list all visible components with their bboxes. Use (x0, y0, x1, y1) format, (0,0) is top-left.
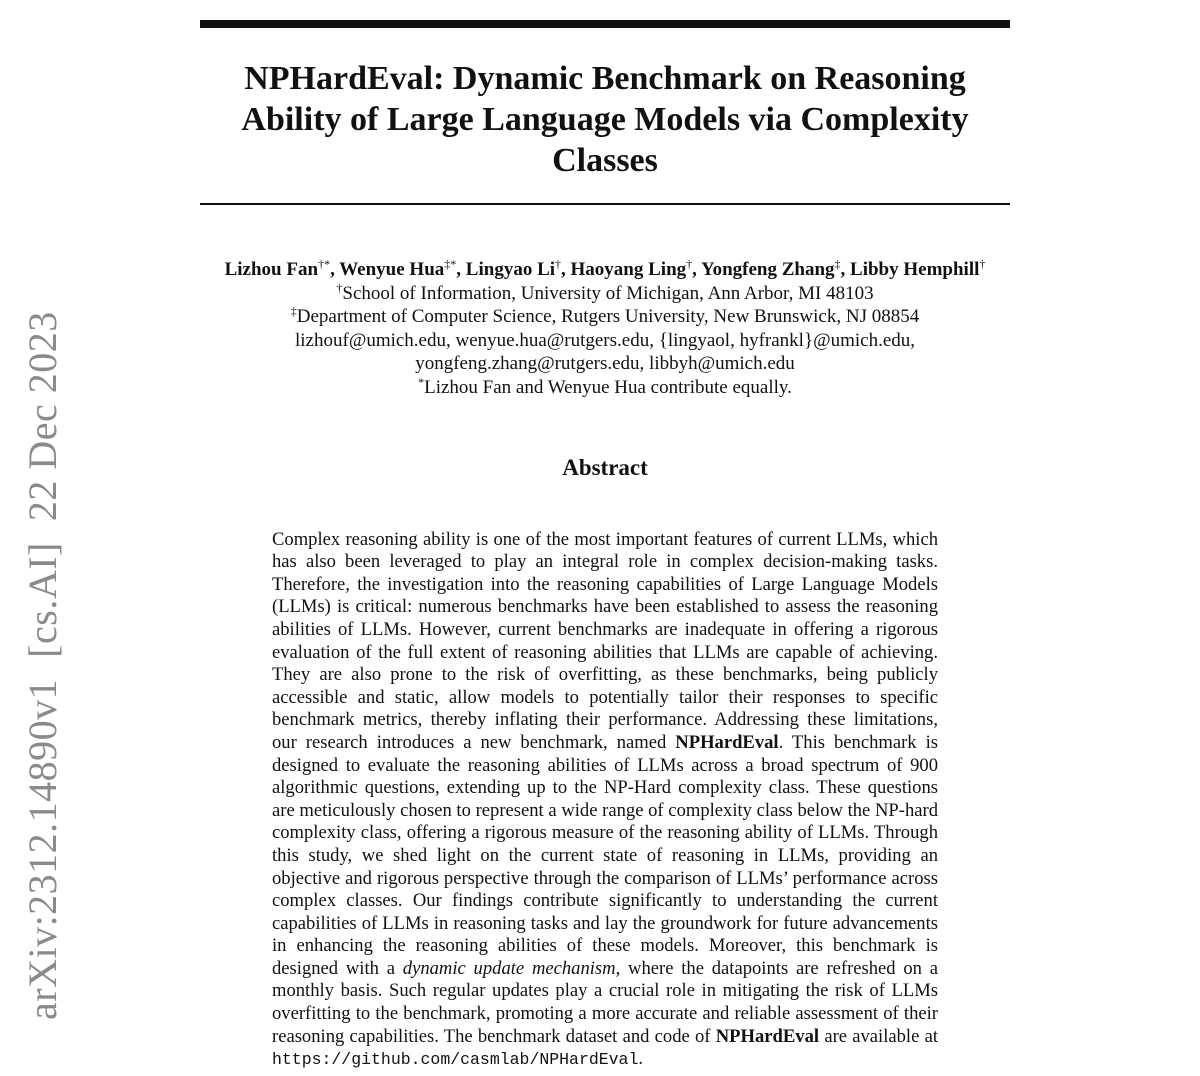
author-name: Haoyang Ling (570, 259, 687, 280)
affiliation-mark: † (336, 280, 343, 295)
author-marks: † (686, 257, 693, 271)
abstract-emphasis: dynamic update mechanism (402, 957, 616, 979)
author-name: Yongfeng Zhang (700, 259, 835, 280)
affiliation-rutgers (150, 305, 1060, 329)
author-marks: †* (318, 257, 331, 271)
author-name: Wenyue Hua (339, 259, 445, 280)
author-marks: † (979, 257, 986, 271)
title-top-rule (200, 20, 1010, 28)
benchmark-name: NPHardEval (675, 731, 779, 753)
abstract-text: are available at (824, 1025, 939, 1047)
affiliation-text: School of Information, University of Michigan, Ann Arbor, MI 48103 (342, 282, 874, 304)
equal-contribution-note (150, 376, 1060, 400)
equal-contribution-text: Lizhou Fan and Wenyue Hua contribute equally. (424, 376, 792, 398)
author-marks: † (555, 257, 562, 271)
abstract-text: . (638, 1048, 644, 1070)
author-name: Libby Hemphill (850, 259, 980, 280)
affiliation-michigan (150, 282, 1060, 306)
email-line: lizhouf@umich.edu, wenyue.hua@rutgers.edu, {lingyaol, hyfrankl}@umich.edu, (295, 329, 915, 351)
paper-title: NPHardEval: Dynamic Benchmark on Reasoning Ability of Large Language Models via Complexity Classes (241, 60, 969, 179)
arxiv-identifier-stamp: arXiv:2312.14890v1 [cs.AI] 22 Dec 2023 (20, 311, 65, 1020)
abstract-text: , where the datapoints are refreshed on a monthly basis. Such regular updates play a crucial role in mitigating the risk of LLMs overfitting to the benchmark, promoting a more accurate and reliable assessment of their reasoning capabilities. The benchmark dataset and code of (272, 957, 939, 1047)
title-bottom-rule (200, 203, 1010, 205)
github-repo-link[interactable]: https://github.com/casmlab/NPHardEval (272, 1050, 639, 1070)
author-name: Lizhou Fan (224, 259, 319, 280)
affiliation-text: Department of Computer Science, Rutgers University, New Brunswick, NJ 08854 (296, 306, 920, 327)
author-list: Lizhou Fan†*, Wenyue Hua‡*, Lingyao Li†, Haoyang Ling†, Yongfeng Zhang‡, Libby Hemphill† (224, 257, 986, 280)
benchmark-name: NPHardEval (715, 1025, 820, 1047)
email-line: yongfeng.zhang@rutgers.edu, libbyh@umich.edu (415, 353, 795, 374)
abstract-text: . This benchmark is designed to evaluate the reasoning abilities of LLMs across a broad spectrum of 900 algorithmic questions, extending up to the NP-Hard complexity class. These questions are meticulously chosen to represent a wide range of complexity class below the NP-hard complexity class, offering a rigorous measure of the reasoning ability of LLMs. Through this study, we shed light on the current state of reasoning in LLMs, providing an objective and rigorous perspective through the comparison of LLMs’ performance across complex classes. Our findings contribute significantly to understanding the current capabilities of LLMs in reasoning tasks and lay the groundwork for future advancements in enhancing the reasoning abilities of these models. Moreover, this benchmark is designed with a (272, 731, 938, 979)
author-name: Lingyao Li (465, 259, 556, 280)
abstract-text: Complex reasoning ability is one of the most important features of current LLMs, which has also been leveraged to play an integral role in complex decision-making tasks. Therefore, the investigation into the reasoning capabilities of Large Language Models (LLMs) is critical: numerous benchmarks have been established to assess the reasoning abilities of LLMs. However, current benchmarks are inadequate in offering a rigorous evaluation of the full extent of reasoning abilities that LLMs are capable of achieving. They are also prone to the risk of overfitting, as these benchmarks, being publicly accessible and static, allow models to potentially tailor their responses to specific benchmark metrics, thereby inflating their performance. Addressing these limitations, our research introduces a new benchmark, named (272, 528, 938, 753)
author-block (150, 258, 1060, 399)
abstract-body (272, 529, 938, 1072)
equal-contribution-mark: * (418, 374, 425, 389)
author-marks: ‡ (834, 257, 841, 271)
abstract-heading: Abstract (562, 455, 648, 480)
affiliation-mark: ‡ (290, 304, 297, 318)
author-marks: ‡* (444, 257, 457, 271)
